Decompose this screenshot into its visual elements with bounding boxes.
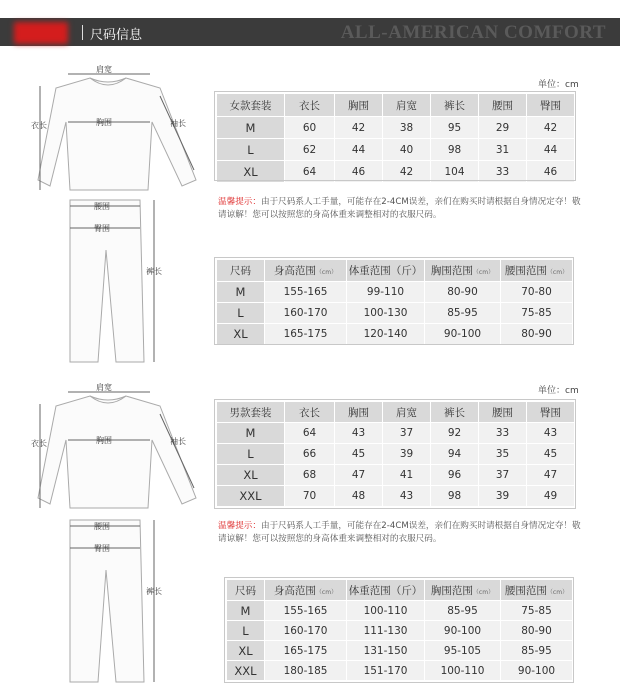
column-header: 尺码 — [227, 580, 265, 601]
table-cell: 49 — [527, 486, 575, 507]
table-cell: 120-140 — [347, 324, 425, 345]
svg-text:裤长: 裤长 — [146, 267, 162, 276]
women-pants-diagram — [58, 194, 166, 366]
table-cell: 70 — [285, 486, 335, 507]
table-cell: 85-95 — [425, 303, 501, 324]
table-cell: 100-110 — [347, 601, 425, 621]
table-cell: 85-95 — [425, 601, 501, 621]
tip-text: 由于尺码系人工手量，可能存在2-4CM误差，亲们在购买时请根据自身情况定夺！敬请谅解！您可以按照您的身高体重来调整相对的衣服尺码。 — [218, 197, 581, 220]
men-tip-note — [218, 520, 588, 546]
column-header: 臀围 — [527, 94, 575, 117]
women-table-border — [214, 91, 576, 181]
table-cell: 37 — [479, 465, 527, 486]
table-cell: 39 — [383, 444, 431, 465]
men-table-border — [214, 399, 576, 509]
svg-text:袖长: 袖长 — [170, 437, 186, 446]
header-label: 胸围范围 — [430, 584, 473, 597]
svg-text:胸围: 胸围 — [96, 436, 112, 445]
table-cell: 95 — [431, 117, 479, 139]
header-label: 腰围范围 — [504, 584, 547, 597]
size-cell: XL — [217, 161, 285, 183]
table-cell: 47 — [527, 465, 575, 486]
column-header: 体重范围（斤） — [347, 580, 425, 601]
size-cell: XXL — [217, 486, 285, 507]
table-cell: 90-100 — [425, 621, 501, 641]
table-cell: 99-110 — [347, 282, 425, 303]
header-label: 腰围范围 — [504, 265, 547, 277]
size-cell: XXL — [227, 661, 265, 681]
column-header: 女款套装 — [217, 94, 285, 117]
column-header: 衣长 — [285, 94, 335, 117]
table-cell: 31 — [479, 139, 527, 161]
table-cell: 62 — [285, 139, 335, 161]
size-cell: M — [227, 601, 265, 621]
table-cell: 60 — [285, 117, 335, 139]
men-pants-diagram — [58, 514, 166, 686]
table-cell: 111-130 — [347, 621, 425, 641]
tip-label: 温馨提示： — [218, 521, 261, 531]
svg-text:袖长: 袖长 — [170, 119, 186, 128]
men-ref-table-border — [224, 577, 574, 683]
table-cell: 35 — [479, 444, 527, 465]
table-cell: 45 — [527, 444, 575, 465]
column-header: 裤长 — [431, 94, 479, 117]
column-header: 尺码 — [217, 260, 265, 282]
table-cell: 44 — [527, 139, 575, 161]
table-cell: 43 — [335, 423, 383, 444]
size-cell: L — [217, 139, 285, 161]
table-cell: 95-105 — [425, 641, 501, 661]
table-cell: 96 — [431, 465, 479, 486]
table-cell: 90-100 — [501, 661, 573, 681]
table-cell: 42 — [383, 161, 431, 183]
women-tip-note — [218, 196, 588, 222]
table-cell: 90-100 — [425, 324, 501, 345]
table-cell: 41 — [383, 465, 431, 486]
table-cell: 46 — [527, 161, 575, 183]
women-unit-label: 单位：cm — [538, 80, 579, 90]
women-top-diagram — [28, 62, 210, 196]
brand-slogan: ALL-AMERICAN COMFORT — [340, 22, 606, 43]
table-cell: 42 — [527, 117, 575, 139]
size-cell: M — [217, 423, 285, 444]
table-cell: 80-90 — [501, 621, 573, 641]
header-label: 胸围范围 — [430, 265, 473, 277]
table-cell: 64 — [285, 161, 335, 183]
column-header: 衣长 — [285, 402, 335, 423]
table-cell: 33 — [479, 423, 527, 444]
unit-small: （cm） — [472, 269, 495, 276]
page-title: 尺码信息 — [90, 28, 143, 43]
table-cell: 47 — [335, 465, 383, 486]
table-cell: 42 — [335, 117, 383, 139]
table-cell: 46 — [335, 161, 383, 183]
header-label: 身高范围 — [273, 584, 316, 597]
table-cell: 94 — [431, 444, 479, 465]
column-header: 腰围 — [479, 402, 527, 423]
table-cell: 104 — [431, 161, 479, 183]
brand-logo — [14, 22, 68, 44]
svg-text:臀围: 臀围 — [94, 224, 110, 233]
table-cell: 29 — [479, 117, 527, 139]
table-cell: 70-80 — [501, 282, 573, 303]
svg-text:腰围: 腰围 — [94, 202, 110, 211]
table-cell: 80-90 — [501, 324, 573, 345]
table-cell: 66 — [285, 444, 335, 465]
table-cell: 180-185 — [265, 661, 347, 681]
table-cell: 44 — [335, 139, 383, 161]
table-cell: 100-130 — [347, 303, 425, 324]
unit-small: （cm） — [546, 269, 569, 276]
svg-text:腰围: 腰围 — [94, 522, 110, 531]
size-cell: M — [217, 117, 285, 139]
table-cell: 160-170 — [265, 303, 347, 324]
table-cell: 160-170 — [265, 621, 347, 641]
column-header: 胸围 — [335, 402, 383, 423]
svg-text:肩宽: 肩宽 — [96, 65, 112, 74]
size-cell: L — [227, 621, 265, 641]
women-ref-table-border — [214, 257, 574, 345]
header-divider — [82, 25, 83, 40]
header-label: 身高范围 — [273, 265, 316, 277]
men-unit-label: 单位：cm — [538, 386, 579, 396]
table-cell: 80-90 — [425, 282, 501, 303]
unit-small: （cm） — [315, 588, 338, 596]
table-cell: 75-85 — [501, 601, 573, 621]
size-cell: XL — [227, 641, 265, 661]
svg-text:衣长: 衣长 — [31, 121, 47, 130]
column-header: 肩宽 — [383, 402, 431, 423]
column-header: 裤长 — [431, 402, 479, 423]
table-cell: 155-165 — [265, 282, 347, 303]
table-cell: 43 — [383, 486, 431, 507]
table-cell: 165-175 — [265, 641, 347, 661]
table-cell: 45 — [335, 444, 383, 465]
tip-text: 由于尺码系人工手量，可能存在2-4CM误差，亲们在购买时请根据自身情况定夺！敬请谅解！您可以按照您的身高体重来调整相对的衣服尺码。 — [218, 521, 581, 544]
size-cell: L — [217, 444, 285, 465]
header-bar — [0, 18, 620, 46]
table-cell: 131-150 — [347, 641, 425, 661]
table-cell: 48 — [335, 486, 383, 507]
size-cell: XL — [217, 465, 285, 486]
svg-text:裤长: 裤长 — [146, 587, 162, 596]
column-header: 腰围 — [479, 94, 527, 117]
table-cell: 64 — [285, 423, 335, 444]
svg-text:臀围: 臀围 — [94, 544, 110, 553]
tip-label: 温馨提示： — [218, 197, 261, 207]
unit-small: （cm） — [472, 588, 495, 596]
table-cell: 92 — [431, 423, 479, 444]
table-cell: 39 — [479, 486, 527, 507]
table-cell: 33 — [479, 161, 527, 183]
column-header: 胸围 — [335, 94, 383, 117]
size-cell: L — [217, 303, 265, 324]
table-cell: 98 — [431, 139, 479, 161]
svg-text:胸围: 胸围 — [96, 118, 112, 127]
svg-text:衣长: 衣长 — [31, 439, 47, 448]
column-header: 肩宽 — [383, 94, 431, 117]
column-header: 男款套装 — [217, 402, 285, 423]
unit-small: （cm） — [546, 588, 569, 596]
svg-text:肩宽: 肩宽 — [96, 383, 112, 392]
table-cell: 68 — [285, 465, 335, 486]
table-cell: 37 — [383, 423, 431, 444]
column-header: 体重范围（斤） — [347, 260, 425, 282]
table-cell: 100-110 — [425, 661, 501, 681]
table-cell: 43 — [527, 423, 575, 444]
size-cell: M — [217, 282, 265, 303]
men-top-diagram — [28, 380, 210, 514]
table-cell: 98 — [431, 486, 479, 507]
unit-small: （cm） — [315, 269, 338, 276]
table-cell: 85-95 — [501, 641, 573, 661]
size-cell: XL — [217, 324, 265, 345]
table-cell: 75-85 — [501, 303, 573, 324]
table-cell: 40 — [383, 139, 431, 161]
table-cell: 165-175 — [265, 324, 347, 345]
table-cell: 151-170 — [347, 661, 425, 681]
table-cell: 38 — [383, 117, 431, 139]
column-header: 臀围 — [527, 402, 575, 423]
table-cell: 155-165 — [265, 601, 347, 621]
